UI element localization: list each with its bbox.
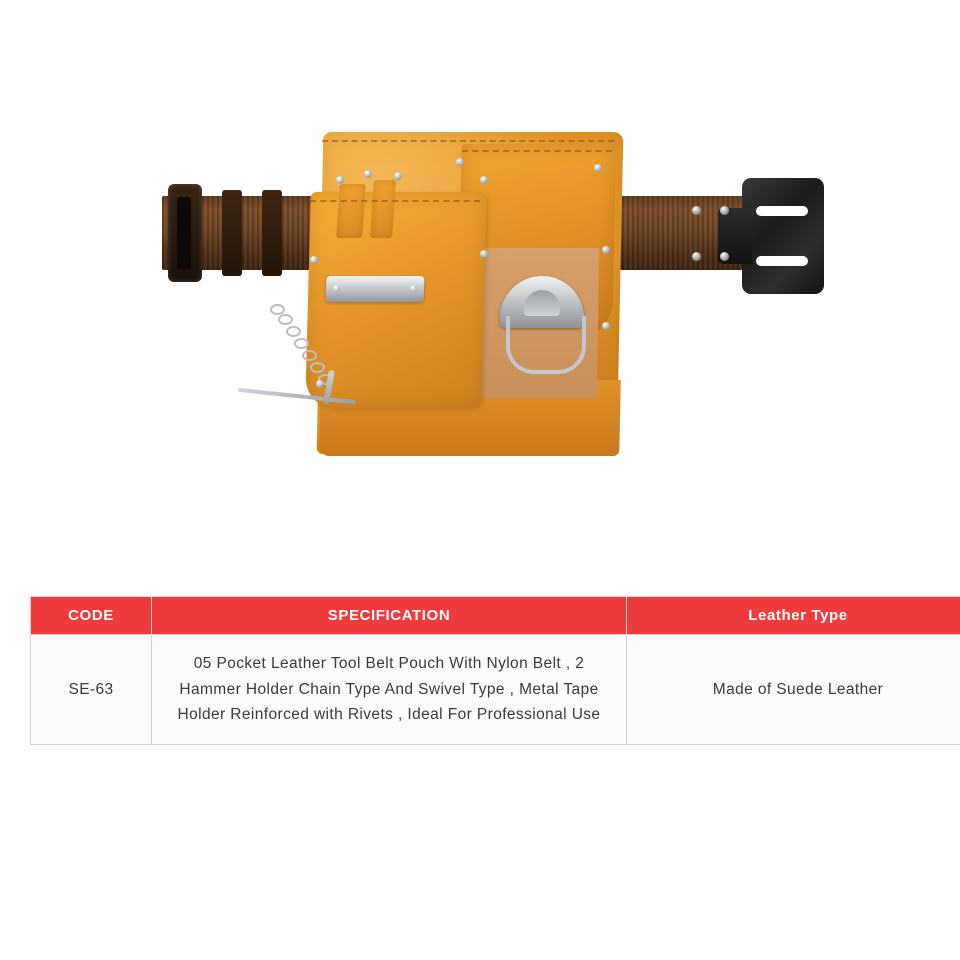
specification-table — [30, 596, 960, 745]
stitch-line-left-pocket — [310, 200, 480, 202]
cell-specification: 05 Pocket Leather Tool Belt Pouch With Nylon Belt , 2 Hammer Holder Chain Type And Swivel Type , Metal Tape Holder Reinforced with Rivets , Ideal For Professional Use — [152, 635, 627, 745]
stitch-line-right-pocket — [462, 150, 612, 152]
rivet — [364, 170, 372, 178]
rivet — [602, 246, 610, 254]
belt-slider-hardware — [168, 184, 202, 282]
belt-keeper-loop-2 — [262, 190, 282, 276]
rivet — [602, 322, 610, 330]
table-row — [31, 635, 960, 745]
rivet — [456, 158, 464, 166]
rivet — [480, 250, 488, 258]
pocket-slim-1 — [336, 184, 366, 238]
table-header-row — [31, 597, 960, 635]
rivet — [316, 380, 324, 388]
swivel-hammer-holder — [326, 276, 425, 302]
side-release-buckle — [742, 178, 824, 294]
cell-leather-type: Made of Suede Leather — [627, 635, 960, 745]
buckle-slot-bottom — [756, 256, 808, 266]
pocket-slim-2 — [370, 180, 396, 238]
rivet — [310, 256, 318, 264]
rivet — [394, 172, 402, 180]
belt-keeper-loop-1 — [222, 190, 242, 276]
product-illustration — [150, 80, 830, 460]
tape-holder-hook — [506, 316, 586, 374]
rivet — [480, 176, 488, 184]
buckle-slot-top — [756, 206, 808, 216]
column-header-specification: SPECIFICATION — [152, 597, 627, 635]
rivet — [336, 176, 344, 184]
rivet — [594, 164, 602, 172]
column-header-code: CODE — [31, 597, 152, 635]
belt-attachment-rivets — [688, 200, 734, 270]
stitch-line-top — [322, 140, 614, 142]
chain-hammer-holder — [268, 302, 348, 392]
column-header-leather-type: Leather Type — [627, 597, 960, 635]
cell-code: SE-63 — [31, 635, 152, 745]
